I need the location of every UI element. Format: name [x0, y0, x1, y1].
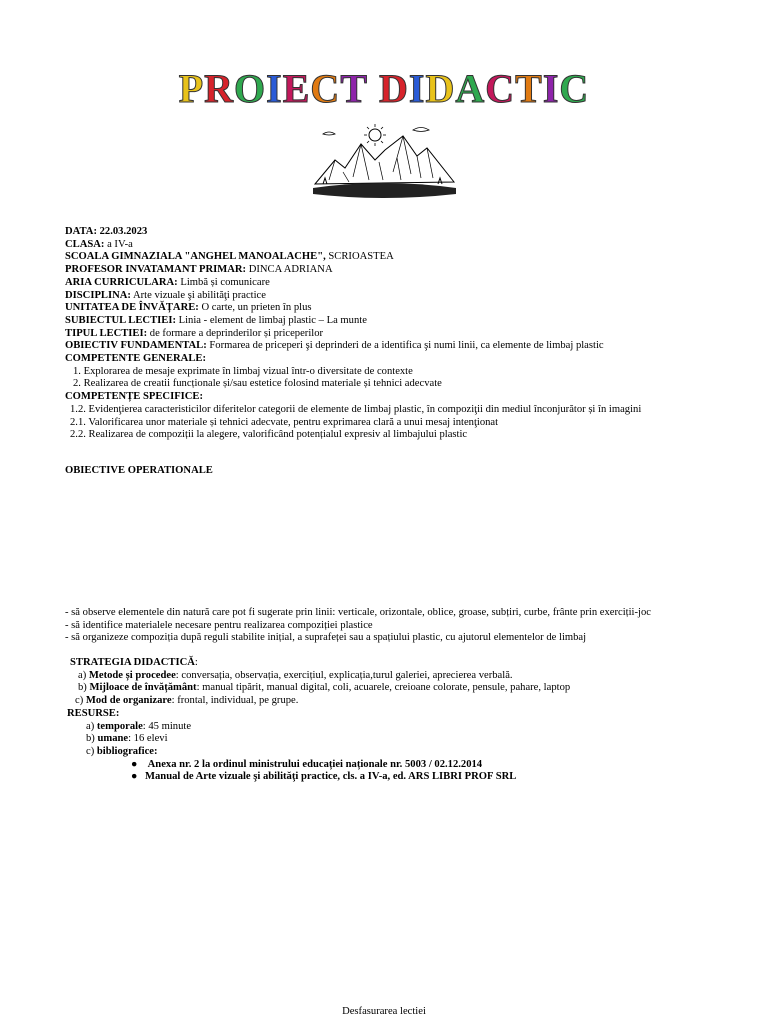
list-item: 1.2. Evidenţierea caracteristicilor diferitelor categorii de elemente de limbaj plastic, în compoziţii din mediul înconjurător și în imagini: [70, 403, 642, 415]
list-item: - să observe elementele din natură care pot fi sugerate prin linii: verticale, orizontale, oblice, groase, subțiri, curbe, frânte prin exerciții-joc: [65, 607, 651, 618]
list-item: ● Manual de Arte vizuale şi abilităţi practice, cls. a IV-a, ed. ARS LIBRI PROF SRL: [131, 771, 517, 783]
bullet-icon: ●: [131, 758, 138, 770]
lesson-info: [65, 226, 755, 442]
objectives-heading: OBIECTIVE OPERATIONALE: [65, 465, 213, 476]
title-letter: T: [515, 66, 543, 111]
objectives-list: [65, 607, 755, 645]
obiectiv-row: OBIECTIV FUNDAMENTAL: Formarea de priceperi şi deprinderi de a identifica şi numi linii, ca elemente de limbaj plastic: [65, 340, 604, 352]
title-letter: E: [282, 66, 311, 111]
strategy-a: a) Metode și procedee: conversația, observația, exercițiul, explicația,turul galeriei, aprecierea verbală.: [78, 669, 513, 681]
title-letter: I: [542, 66, 560, 111]
footer-text: Desfasurarea lectiei: [342, 1006, 426, 1017]
bullet-icon: ●: [131, 771, 138, 783]
resources-b: b) umane: 16 elevi: [86, 733, 168, 745]
aria-row: ARIA CURRICULARA: Limbă și comunicare: [65, 276, 270, 288]
list-item: ● Anexa nr. 2 la ordinul ministrului educației naționale nr. 5003 / 02.12.2014: [131, 758, 483, 770]
title-letter: R: [204, 66, 235, 111]
list-item: 1. Explorarea de mesaje exprimate în limbaj vizual într-o diversitate de contexte: [73, 365, 413, 377]
list-item: 2.1. Valorificarea unor materiale și tehnici adecvate, pentru exprimarea clară a unui mesaj intenţionat: [70, 416, 499, 428]
resources-a: a) temporale: 45 minute: [86, 720, 192, 732]
title-letter: C: [310, 66, 341, 111]
title-letter: C: [559, 66, 590, 111]
resources-c: c) bibliografice:: [86, 745, 158, 757]
page-title: [0, 64, 768, 114]
list-item: - să identifice materialele necesare pentru realizarea compoziției plastice: [65, 619, 373, 631]
unitatea-row: UNITATEA DE ÎNVĂȚARE: O carte, un prieten în plus: [65, 302, 312, 314]
subiectul-row: SUBIECTUL LECTIEI: Linia - element de limbaj plastic – La munte: [65, 314, 367, 326]
resources-heading: RESURSE:: [67, 707, 120, 719]
tipul-row: TIPUL LECTIEI: de formare a deprinderilor și priceperilor: [65, 327, 324, 339]
strategy-section: [65, 657, 755, 784]
title-letter: D: [379, 66, 409, 111]
strategy-b: b) Mijloace de învățământ: manual tipărit, manual digital, coli, acuarele, creioane colorate, pensule, pahare, laptop: [78, 682, 571, 694]
list-item: - să organizeze compoziția după reguli stabilite inițial, a suprafeței sau a spațiului plastic, cu ajutorul elementelor de limbaj: [65, 632, 587, 644]
data-row: DATA: 22.03.2023: [65, 226, 148, 237]
mountain-icon: [313, 122, 456, 202]
title-letter: P: [178, 66, 205, 111]
scoala-row: SCOALA GIMNAZIALA "ANGHEL MANOALACHE", SCRIOASTEA: [65, 251, 394, 263]
list-item: 2. Realizarea de creatii funcționale și/sau estetice folosind materiale și tehnici adecvate: [73, 378, 442, 390]
title-letter: T: [340, 66, 368, 111]
competente-specifice-heading: COMPETENȚE SPECIFICE:: [65, 391, 204, 403]
disciplina-row: DISCIPLINA: Arte vizuale şi abilităţi practice: [65, 289, 266, 301]
profesor-row: PROFESOR INVATAMANT PRIMAR: DINCA ADRIANA: [65, 264, 333, 276]
clasa-row: CLASA: a IV-a: [65, 238, 133, 250]
title-letter: I: [408, 66, 426, 111]
competente-generale-heading: COMPETENTE GENERALE:: [65, 353, 206, 365]
list-item: 2.2. Realizarea de compoziții la alegere, valorificând potențialul expresiv al limbajului plastic: [70, 429, 468, 441]
strategy-heading: STRATEGIA DIDACTICĂ:: [70, 657, 198, 668]
title-letter: D: [425, 66, 456, 111]
title-letter: C: [485, 66, 516, 111]
title-letter: [368, 64, 379, 114]
title-letter: I: [266, 66, 283, 111]
strategy-c: c) Mod de organizare: frontal, individual, pe grupe.: [75, 695, 299, 707]
title-letter: O: [234, 66, 267, 111]
title-letter: A: [455, 66, 486, 111]
